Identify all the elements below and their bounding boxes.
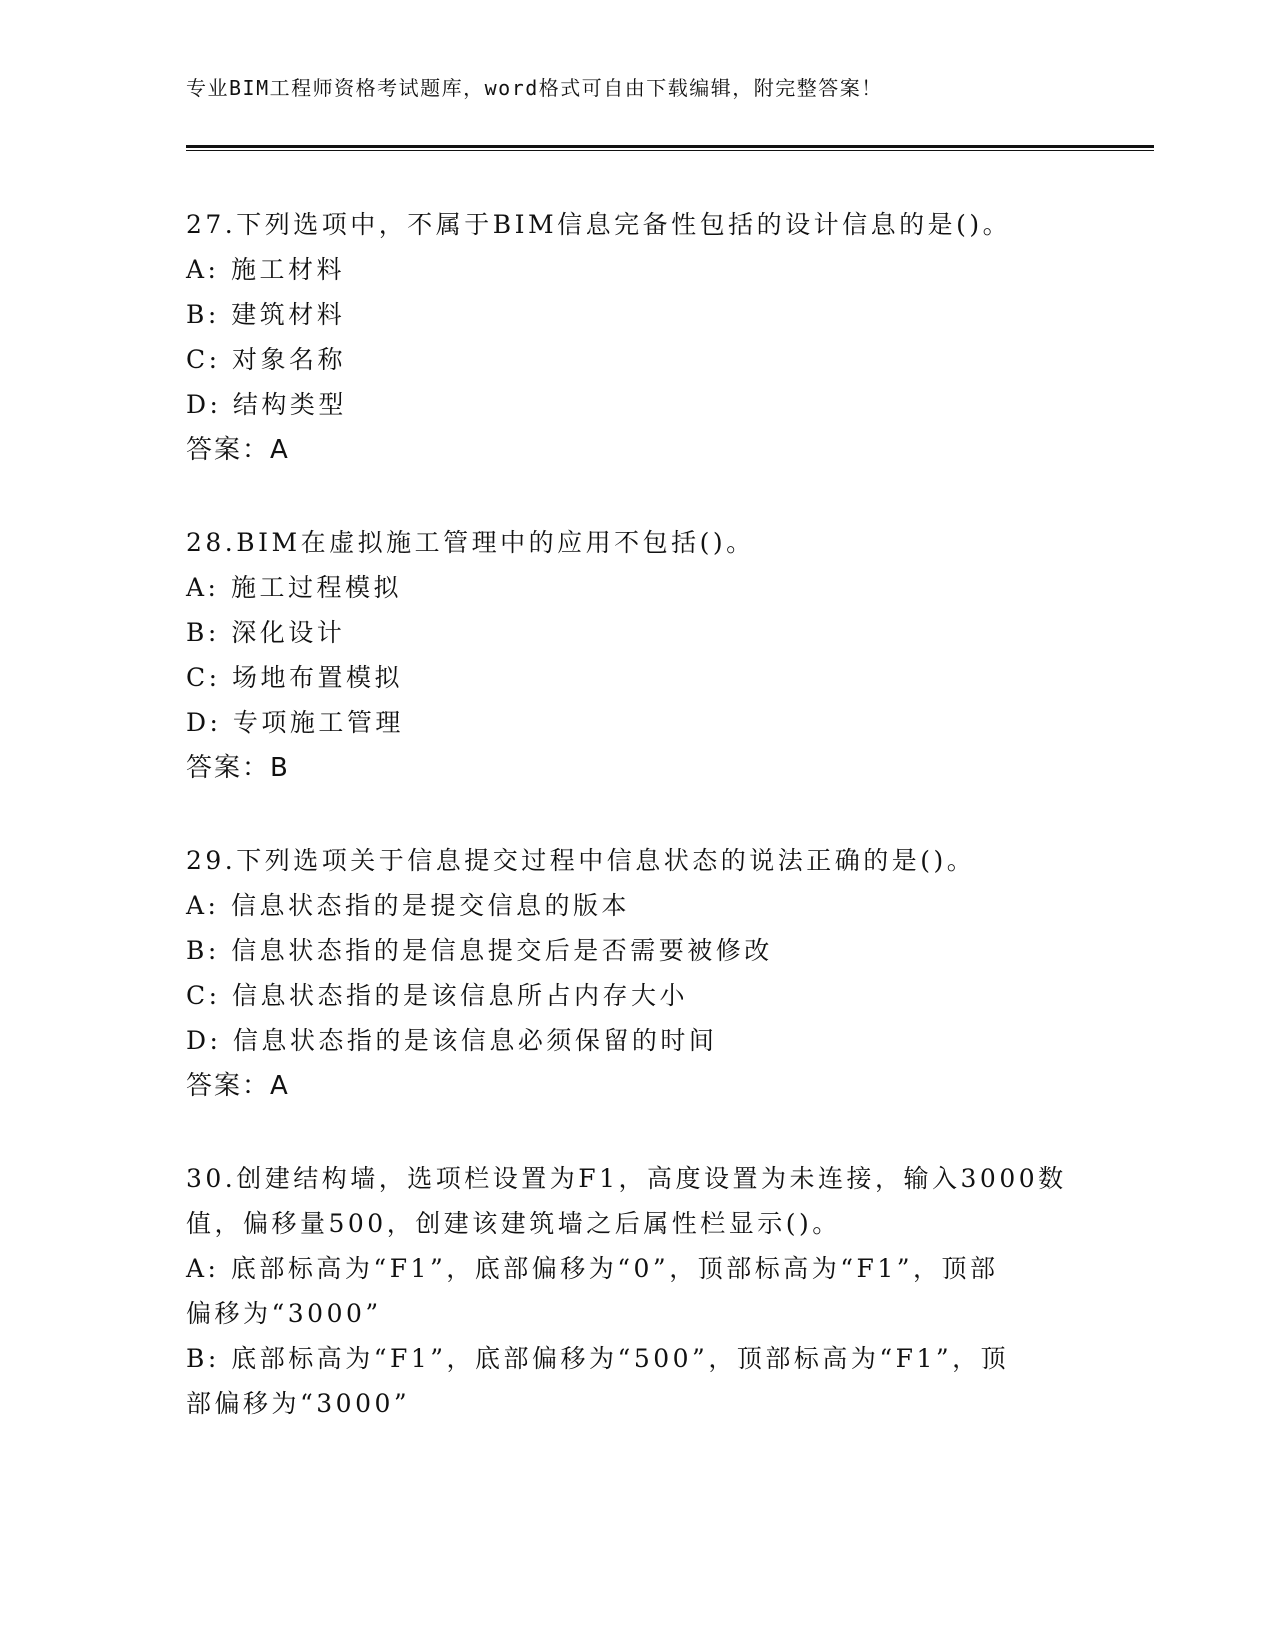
option-label: A: [186,573,220,602]
option-text: 专项施工管理 [232,708,404,737]
option-a-line-2: 偏移为“3000” [186,1299,382,1328]
option-c [186,655,1086,700]
header-divider-thin [186,150,1154,151]
option-d [186,700,1086,745]
question-29 [186,838,1086,1109]
answer-line [186,745,1086,791]
question-stem-line-2: 值，偏移量500，创建该建筑墙之后属性栏显示()。 [186,1209,841,1238]
answer-label: 答案： [186,435,271,465]
option-text: 结构类型 [232,390,347,419]
option-d [186,1018,1086,1063]
option-a [186,883,1086,928]
answer-label: 答案： [186,1071,271,1101]
option-text: 场地布置模拟 [232,663,404,692]
option-d [186,382,1086,427]
option-c [186,973,1086,1018]
option-label: D: [186,390,222,419]
option-label: C: [186,345,221,374]
option-a-line-1: A: 底部标高为“F1”，底部偏移为“0”，顶部标高为“F1”，顶部 [186,1254,999,1283]
answer-value: A [270,435,290,465]
header-divider-thick [186,145,1154,148]
option-label: A: [186,255,220,284]
option-b-line-1: B: 底部标高为“F1”，底部偏移为“500”，顶部标高为“F1”，顶 [186,1344,1010,1373]
question-stem: 27.下列选项中，不属于BIM信息完备性包括的设计信息的是()。 [186,210,1012,239]
answer-label: 答案： [186,753,271,783]
option-b [186,928,1086,973]
answer-line [186,427,1086,473]
option-label: D: [186,1026,222,1055]
option-label: B: [186,936,220,965]
answer-line [186,1063,1086,1109]
option-b [186,610,1086,655]
option-text: 信息状态指的是信息提交后是否需要被修改 [231,936,773,965]
answer-value: B [270,753,290,783]
option-text: 对象名称 [232,345,347,374]
option-label: C: [186,981,221,1010]
option-text: 信息状态指的是该信息必须保留的时间 [232,1026,718,1055]
question-stem-line-1: 30.创建结构墙，选项栏设置为F1，高度设置为未连接，输入3000数 [186,1164,1067,1193]
answer-value: A [270,1071,290,1101]
option-label: A: [186,891,220,920]
option-b [186,292,1086,337]
option-label: B: [186,300,220,329]
option-text: 施工材料 [230,255,345,284]
option-text: 深化设计 [231,618,346,647]
question-stem: 29.下列选项关于信息提交过程中信息状态的说法正确的是()。 [186,846,976,875]
option-label: C: [186,663,221,692]
question-30 [186,1156,1086,1426]
option-a [186,565,1086,610]
question-stem: 28.BIM在虚拟施工管理中的应用不包括()。 [186,528,755,557]
question-28 [186,520,1086,791]
option-c [186,337,1086,382]
option-text: 建筑材料 [231,300,346,329]
option-text: 施工过程模拟 [230,573,402,602]
option-text: 信息状态指的是该信息所占内存大小 [232,981,689,1010]
option-text: 信息状态指的是提交信息的版本 [230,891,630,920]
option-label: B: [186,618,220,647]
option-label: D: [186,708,222,737]
question-27 [186,202,1086,473]
page-header: 专业BIM工程师资格考试题库，word格式可自由下载编辑，附完整答案！ [186,76,883,100]
option-a [186,247,1086,292]
option-b-line-2: 部偏移为“3000” [186,1389,411,1418]
